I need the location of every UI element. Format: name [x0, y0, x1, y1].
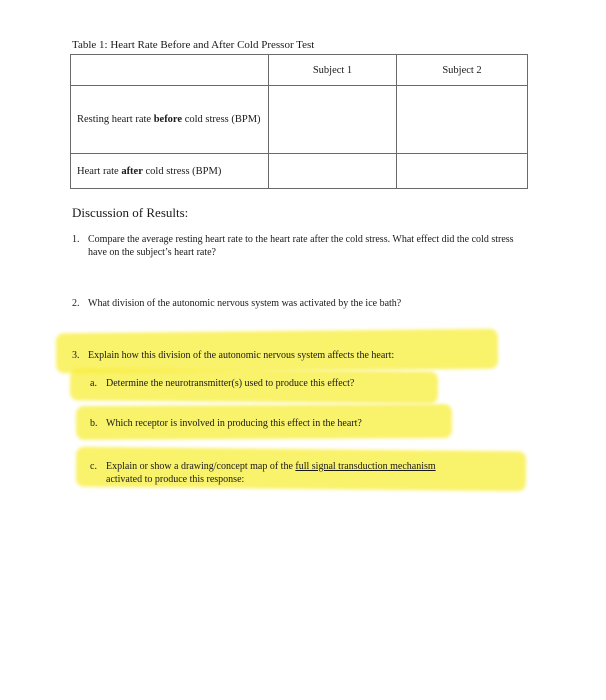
row-label-resting: Resting heart rate before cold stress (BPM) [71, 86, 269, 154]
table-row [71, 154, 528, 189]
discussion-heading: Discussion of Results: [72, 205, 189, 220]
question-3-number: 3. [72, 350, 80, 361]
header-subject-2: Subject 2 [397, 55, 528, 86]
question-3-text: Explain how this division of the autonomic nervous system affects the heart: [88, 350, 395, 361]
cell-resting-subject-2[interactable] [397, 86, 528, 154]
header-empty-cell [71, 55, 269, 86]
heart-rate-table [70, 54, 528, 189]
question-3a-letter: a. [90, 378, 97, 389]
table-row [71, 86, 528, 154]
question-3c-text: Explain or show a drawing/concept map of the full signal transduction mechanism activated to produce this response: [106, 461, 436, 485]
question-3a-text: Determine the neurotransmitter(s) used to produce this effect? [106, 378, 355, 389]
question-3c-letter: c. [90, 461, 97, 472]
question-3b-text: Which receptor is involved in producing this effect in the heart? [106, 418, 362, 429]
question-2-text: What division of the autonomic nervous system was activated by the ice bath? [88, 298, 402, 309]
table-header-row [71, 55, 528, 86]
question-1-number: 1. [72, 234, 80, 245]
row-label-after: Heart rate after cold stress (BPM) [71, 154, 269, 189]
signal-transduction-underlined: full signal transduction mechanism [295, 461, 436, 472]
question-2-number: 2. [72, 298, 80, 309]
question-1-text: Compare the average resting heart rate to the heart rate after the cold stress. What effect did the cold stress have on the subject’s heart rate? [88, 234, 514, 258]
header-subject-1: Subject 1 [269, 55, 397, 86]
cell-resting-subject-1[interactable] [269, 86, 397, 154]
cell-after-subject-1[interactable] [269, 154, 397, 189]
question-3b-letter: b. [90, 418, 98, 429]
table-caption: Table 1: Heart Rate Before and After Cold Pressor Test [72, 39, 315, 51]
cell-after-subject-2[interactable] [397, 154, 528, 189]
